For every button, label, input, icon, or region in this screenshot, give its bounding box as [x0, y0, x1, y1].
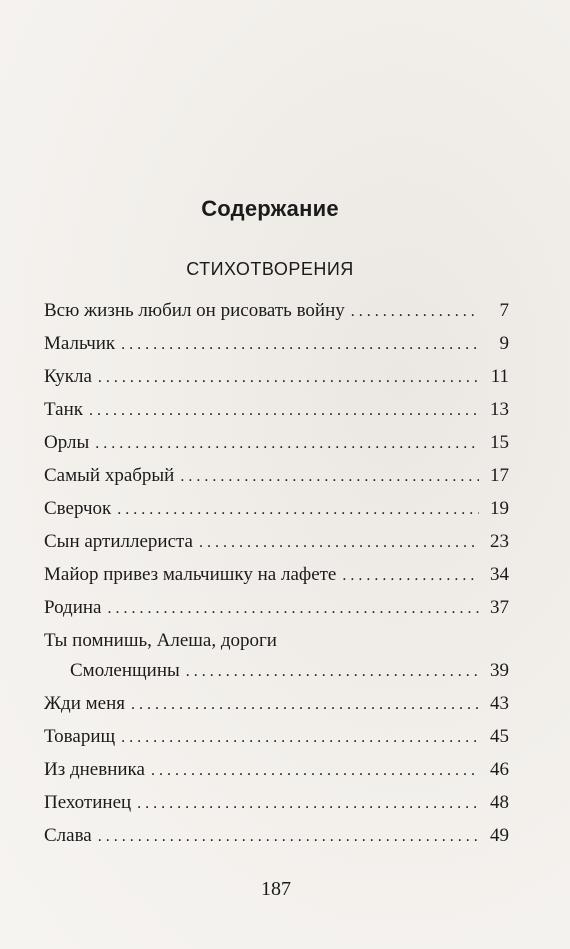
dot-leader	[89, 396, 479, 426]
toc-page: 43	[490, 693, 509, 714]
toc-entry	[44, 560, 509, 593]
toc-entry	[44, 296, 509, 329]
toc-page: 17	[490, 465, 509, 486]
toc-title: Ты помнишь, Алеша, дороги	[44, 630, 277, 651]
toc-title: Орлы	[44, 432, 90, 453]
toc-title: Слава	[44, 825, 92, 846]
dot-leader	[151, 756, 479, 786]
toc-title: Всю жизнь любил он рисовать войну	[44, 300, 345, 321]
toc-title: Мальчик	[44, 333, 116, 354]
toc-entry	[44, 362, 509, 395]
toc-page: 11	[490, 366, 509, 387]
toc-title: Пехотинец	[44, 792, 132, 813]
toc-title: Товарищ	[44, 726, 116, 747]
toc-entry	[44, 755, 509, 788]
toc-entry	[44, 788, 509, 821]
toc-title: Сын артиллериста	[44, 531, 193, 552]
toc-title: Самый храбрый	[44, 465, 175, 486]
dot-leader	[180, 462, 479, 492]
toc-page: 39	[490, 660, 509, 681]
dot-leader	[199, 528, 479, 558]
toc-title: Из дневника	[44, 759, 145, 780]
toc-page: 9	[499, 333, 509, 354]
toc-title: Майор привез мальчишку на лафете	[44, 564, 337, 585]
toc-page: 49	[490, 825, 509, 846]
section-heading: СТИХОТВОРЕНИЯ	[186, 259, 354, 279]
toc-page: 46	[490, 759, 509, 780]
dot-leader	[121, 723, 479, 753]
toc-page: 23	[490, 531, 509, 552]
table-of-contents	[44, 296, 509, 854]
toc-title: Родина	[44, 597, 102, 618]
dot-leader	[117, 495, 479, 525]
dot-leader	[351, 297, 479, 327]
toc-page: 13	[490, 399, 509, 420]
dot-leader	[137, 789, 479, 819]
toc-page: 48	[490, 792, 509, 813]
toc-entry	[44, 593, 509, 626]
dot-leader	[98, 363, 479, 393]
dot-leader	[342, 561, 479, 591]
toc-title: Кукла	[44, 366, 92, 387]
dot-leader	[98, 822, 479, 852]
toc-title: Жди меня	[44, 693, 125, 714]
toc-entry	[44, 395, 509, 428]
toc-entry	[44, 626, 509, 689]
dot-leader	[131, 690, 479, 720]
toc-page: 34	[490, 564, 509, 585]
toc-entry	[44, 722, 509, 755]
toc-entry	[44, 689, 509, 722]
toc-title: Сверчок	[44, 498, 112, 519]
toc-entry	[44, 461, 509, 494]
contents-heading: Содержание	[201, 196, 339, 221]
dot-leader	[95, 429, 479, 459]
toc-entry	[44, 821, 509, 854]
toc-entry	[44, 329, 509, 362]
toc-page: 45	[490, 726, 509, 747]
toc-page: 37	[490, 597, 509, 618]
dot-leader	[121, 330, 479, 360]
dot-leader	[107, 594, 479, 624]
toc-entry	[44, 527, 509, 560]
toc-title-continuation: Смоленщины	[70, 660, 180, 681]
dot-leader	[186, 657, 479, 687]
toc-page: 15	[490, 432, 509, 453]
toc-entry	[44, 428, 509, 461]
toc-page: 19	[490, 498, 509, 519]
toc-page: 7	[499, 300, 509, 321]
toc-title: Танк	[44, 399, 83, 420]
page-number: 187	[261, 878, 291, 900]
toc-entry	[44, 494, 509, 527]
